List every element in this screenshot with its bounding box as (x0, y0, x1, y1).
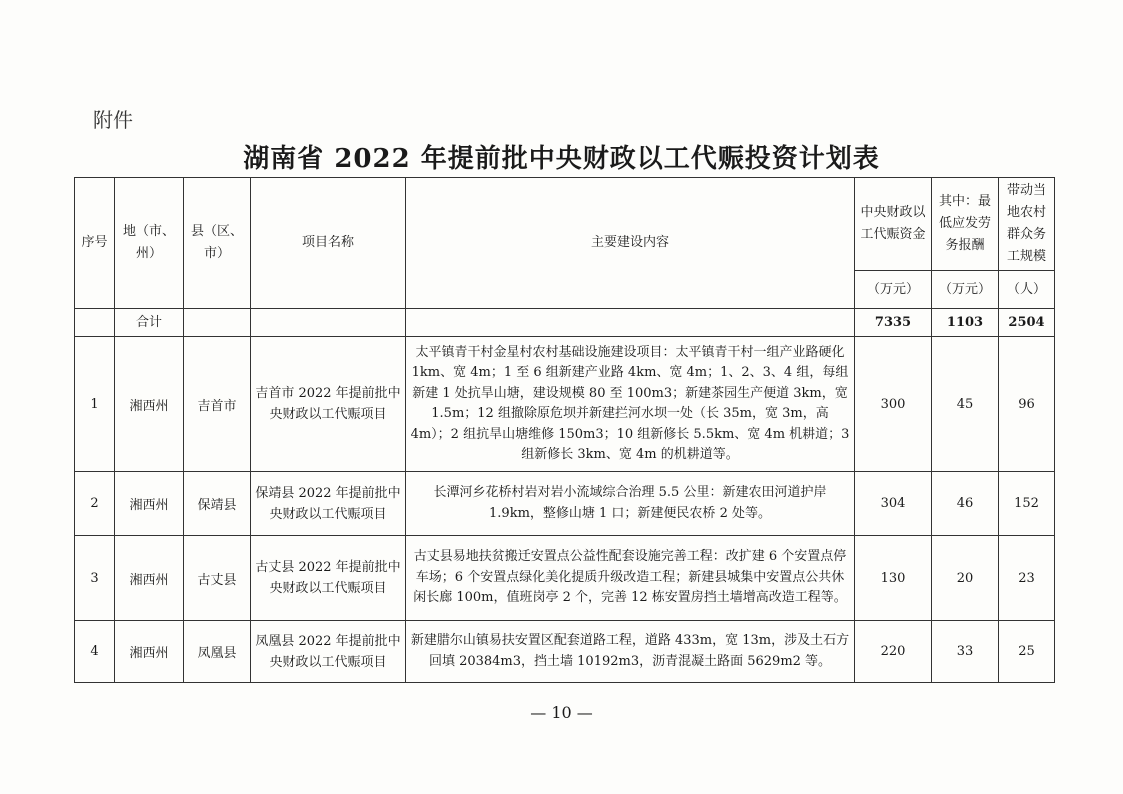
row-city: 湘西州 (115, 621, 184, 683)
total-funds: 7335 (855, 309, 932, 337)
row-county: 凤凰县 (184, 621, 251, 683)
row-content: 古丈县易地扶贫搬迁安置点公益性配套设施完善工程：改扩建 6 个安置点停车场；6 个安置点绿化美化提质升级改造工程；新建县城集中安置点公共休闲长廊 100m，值班岗亭 2 个，完善 12 栋安置房挡土墙增高改造工程等。 (406, 536, 855, 621)
row-jobs: 96 (999, 337, 1055, 472)
total-label: 合计 (115, 309, 184, 337)
table-row (75, 472, 1055, 536)
row-county: 保靖县 (184, 472, 251, 536)
row-county: 古丈县 (184, 536, 251, 621)
header-row (75, 178, 1055, 271)
total-row (75, 309, 1055, 337)
attachment-label: 附件 (93, 108, 133, 132)
total-content (406, 309, 855, 337)
row-content: 太平镇青干村金星村农村基础设施建设项目：太平镇青干村一组产业路硬化 1km、宽 4m；1 至 6 组新建产业路 4km、宽 4m；1、2、3、4 组，每组新建 1 处抗旱山塘，建设规模 80 至 100m3；新建茶园生产便道 3km，宽 1.5m；12 组撤除原危坝并新建拦河水坝一处（长 35m，宽 3m，高 4m）；2 组抗旱山塘维修 150m3；10 组新修长 5.5km、宽 4m 机耕道；3 组新修长 3km、宽 4m 的机耕道等。 (406, 337, 855, 472)
investment-plan-table (74, 177, 1055, 683)
row-labor-pay: 20 (932, 536, 999, 621)
total-labor-pay: 1103 (932, 309, 999, 337)
row-city: 湘西州 (115, 472, 184, 536)
row-county: 吉首市 (184, 337, 251, 472)
row-funds: 130 (855, 536, 932, 621)
header-content: 主要建设内容 (406, 178, 855, 309)
row-jobs: 25 (999, 621, 1055, 683)
row-labor-pay: 33 (932, 621, 999, 683)
header-labor-pay: 其中：最低应发劳务报酬 (932, 178, 999, 271)
unit-labor-pay: （万元） (932, 271, 999, 309)
table-row (75, 337, 1055, 472)
row-seq: 2 (75, 472, 115, 536)
row-jobs: 152 (999, 472, 1055, 536)
row-city: 湘西州 (115, 536, 184, 621)
total-jobs: 2504 (999, 309, 1055, 337)
row-jobs: 23 (999, 536, 1055, 621)
total-county (184, 309, 251, 337)
row-funds: 220 (855, 621, 932, 683)
total-project (251, 309, 406, 337)
row-project-name: 保靖县 2022 年提前批中央财政以工代赈项目 (251, 472, 406, 536)
row-project-name: 凤凰县 2022 年提前批中央财政以工代赈项目 (251, 621, 406, 683)
row-content: 长潭河乡花桥村岩对岩小流域综合治理 5.5 公里：新建农田河道护岸 1.9km，整修山塘 1 口；新建便民农桥 2 处等。 (406, 472, 855, 536)
table-row (75, 536, 1055, 621)
header-city: 地（市、州） (115, 178, 184, 309)
page-title: 湖南省 2022 年提前批中央财政以工代赈投资计划表 (243, 144, 880, 174)
page-number: — 10 — (530, 703, 593, 722)
row-project-name: 古丈县 2022 年提前批中央财政以工代赈项目 (251, 536, 406, 621)
row-content: 新建腊尔山镇易扶安置区配套道路工程，道路 433m，宽 13m，涉及土石方回填 20384m3，挡土墙 10192m3，沥青混凝土路面 5629m2 等。 (406, 621, 855, 683)
row-seq: 1 (75, 337, 115, 472)
row-labor-pay: 45 (932, 337, 999, 472)
row-labor-pay: 46 (932, 472, 999, 536)
table-row (75, 621, 1055, 683)
unit-funds: （万元） (855, 271, 932, 309)
row-funds: 304 (855, 472, 932, 536)
header-project-name: 项目名称 (251, 178, 406, 309)
row-seq: 3 (75, 536, 115, 621)
row-city: 湘西州 (115, 337, 184, 472)
header-county: 县（区、市） (184, 178, 251, 309)
header-seq: 序号 (75, 178, 115, 309)
header-jobs: 带动当地农村群众务工规模 (999, 178, 1055, 271)
header-funds: 中央财政以工代赈资金 (855, 178, 932, 271)
row-seq: 4 (75, 621, 115, 683)
row-project-name: 吉首市 2022 年提前批中央财政以工代赈项目 (251, 337, 406, 472)
unit-jobs: （人） (999, 271, 1055, 309)
total-seq (75, 309, 115, 337)
row-funds: 300 (855, 337, 932, 472)
